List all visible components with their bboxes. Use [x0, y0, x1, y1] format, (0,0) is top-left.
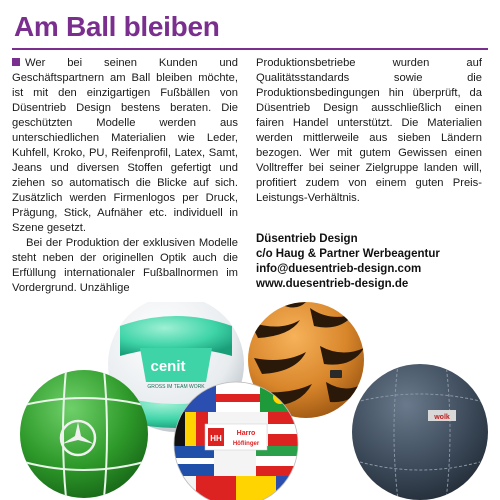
cenit-tagline: GROSS IM TEAM WORK: [147, 384, 205, 390]
article-paragraph-3: Produktionsbetriebe wurden auf Qualitätsstandards sowie die Produktionsbedingungen hin überprüft, da Düsentrieb Design ausschließlich einen fairen Handel unterstützt. Die Materialien werden mittlerweile aus sieben Ländern bezogen. Wer mit gutem Gewissen einen Volltreffer bei seiner Zielgruppe landen will, profitiert zudem von einem guten Preis-Leistungs-Verhältnis.: [256, 57, 482, 204]
flag-ball-label-1: Harro: [236, 430, 256, 437]
cenit-logo: cenit: [150, 358, 186, 375]
article-right-column: [256, 56, 482, 206]
title-rule: [12, 48, 488, 50]
article-title: Am Ball bleiben: [14, 11, 220, 42]
square-bullet-icon: [12, 58, 20, 66]
flag-ball-label-2: Höflinger: [232, 441, 260, 447]
article-paragraph-2: Bei der Produktion der exklusiven Modelle steht neben der originellen Optik auch die Erfüllung internationaler Fußballnormen im Vordergrund. Unzählige: [12, 237, 238, 294]
denim-ball: [352, 364, 488, 500]
contact-website: www.duesentrieb-design.de: [256, 278, 409, 290]
football-product-photo: [0, 302, 500, 500]
contact-block: [256, 232, 488, 292]
denim-label: wolk: [434, 414, 450, 421]
article-left-column: [12, 56, 238, 296]
article-paragraph-1: [12, 56, 238, 236]
mercedes-ball: [20, 370, 148, 498]
svg-text:HH: HH: [210, 434, 222, 443]
contact-agency: c/o Haug & Partner Werbeagentur: [256, 248, 440, 260]
contact-email: info@duesentrieb-design.com: [256, 263, 422, 275]
contact-company: Düsentrieb Design: [256, 233, 358, 245]
article-paragraph-1-text: Wer bei seinen Kunden und Geschäftspartnern am Ball bleiben möchte, ist mit den einzigartigen Fußbällen von Düsentrieb Design bestens beraten. Die geschützten Modelle werden aus unterschiedlichen Materialien wie Leder, Kuhfell, Kroko, PU, Reifenprofil, Latex, Samt, Jeans und diversen Stoffen gefertigt und ziehen so automatisch die Blicke auf sich. Zusätzlich werden Firmenlogos per Druck, Prägung, Stick, Aufnäher etc. individuell in Szene gesetzt.: [12, 57, 238, 234]
